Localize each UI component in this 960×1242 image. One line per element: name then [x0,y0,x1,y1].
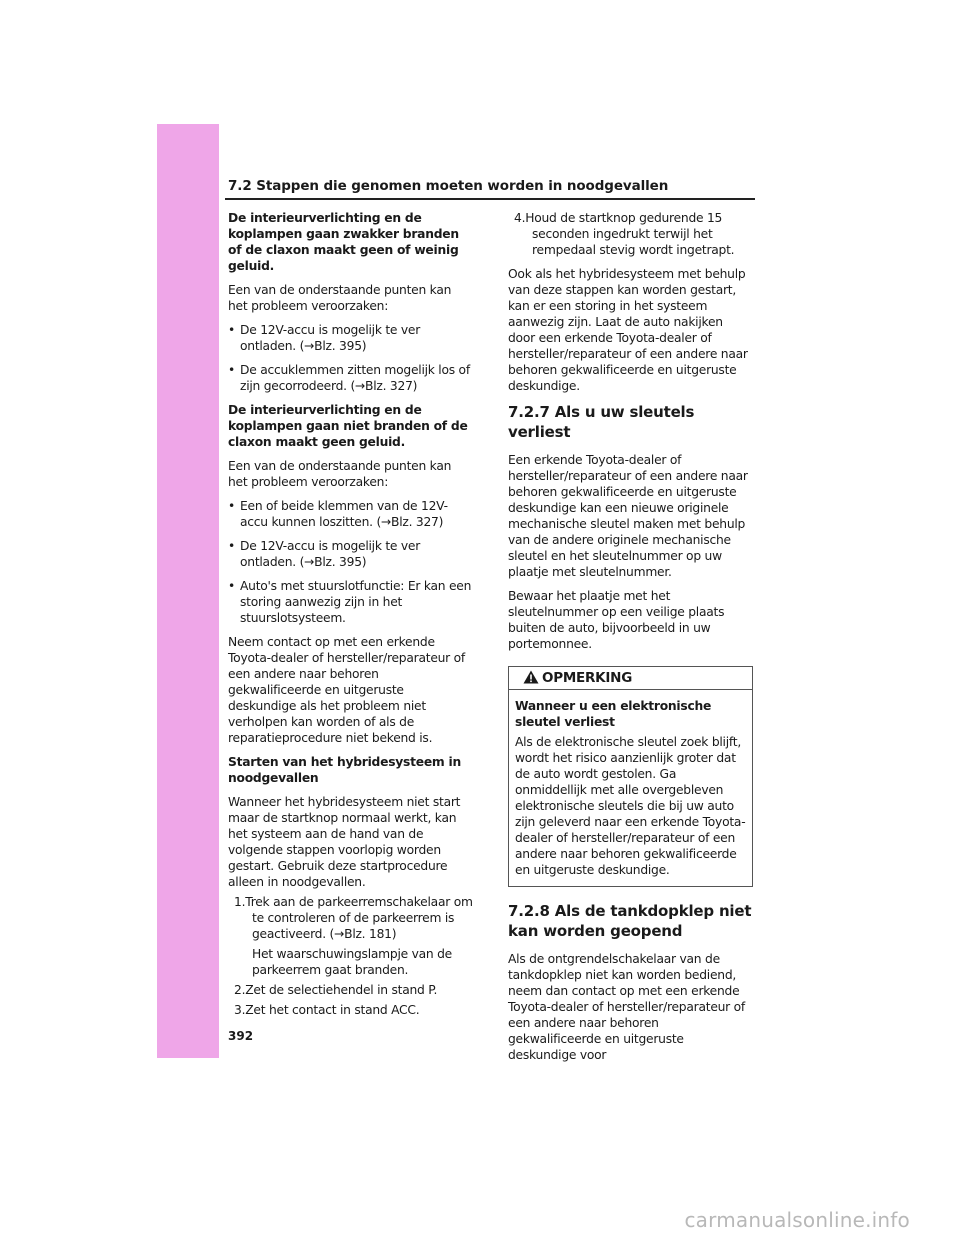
notice-box [508,666,753,887]
paragraph: Bewaar het plaatje met het sleutelnummer op een veilige plaats buiten de auto, bijvoorbeeld in uw portemonnee. [508,589,725,651]
paragraph: Ook als het hybridesysteem met behulp van deze stappen kan worden gestart, kan er een storing in het systeem aanwezig zijn. Laat de auto nakijken door een erkende Toyota-dealer of hersteller/reparateur of een andere naar behoren gekwalificeerde en uitgeruste deskundige. [508,267,748,393]
paragraph: Een van de onderstaande punten kan het probleem veroorzaken: [228,283,452,313]
right-column [508,210,753,1071]
paragraph: Een erkende Toyota-dealer of hersteller/reparateur of een andere naar behoren gekwalificeerde en uitgeruste deskundige kan een nieuwe originele mechanische sleutel maken met behulp van de andere originele mechanische sleutel en het sleutelnummer op uw plaatje met sleutelnummer. [508,453,748,579]
notice-subtitle: Wanneer u een elektronische sleutel verliest [515,699,712,729]
list-item: • De accuklemmen zitten mogelijk los of zijn gecorrodeerd. (→Blz. 327) [228,363,470,393]
section-heading-fuel-door: 7.2.8 Als de tankdopklep niet kan worden geopend [508,902,752,940]
steps-list-continued [508,210,753,258]
page-number: 392 [228,1029,254,1043]
left-column [228,210,473,1022]
heading-emergency-start: Starten van het hybridesysteem in noodgevallen [228,755,461,785]
step-item: 3.Zet het contact in stand ACC. [234,1003,420,1017]
paragraph: Een van de onderstaande punten kan het probleem veroorzaken: [228,459,452,489]
watermark: carmanualsonline.info [684,1208,910,1232]
notice-header [509,667,752,690]
chapter-side-band [157,124,219,1058]
header-rule [225,198,755,200]
step-item: 4.Houd de startknop gedurende 15 seconden ingedrukt terwijl het rempedaal stevig wordt ingetrapt. [514,211,735,257]
page-header-title: 7.2 Stappen die genomen moeten worden in noodgevallen [228,178,669,194]
step-item: 1.Trek aan de parkeerremschakelaar om te controleren of de parkeerrem is geactiveerd. (→Blz. 181) [234,895,473,941]
paragraph: Neem contact op met een erkende Toyota-dealer of hersteller/reparateur of een andere naar behoren gekwalificeerde en uitgeruste deskundige als het probleem niet verholpen kan worden of als de reparatieprocedure niet bekend is. [228,635,465,745]
list-item: • Een of beide klemmen van de 12V-accu kunnen loszitten. (→Blz. 327) [228,499,448,529]
list-item: • De 12V-accu is mogelijk te ver ontladen. (→Blz. 395) [228,323,421,353]
paragraph: Wanneer het hybridesysteem niet start maar de startknop normaal werkt, kan het systeem aan de hand van de volgende stappen voorlopig worden gestart. Gebruik deze startprocedure alleen in noodgevallen. [228,795,461,889]
heading-no-lights: De interieurverlichting en de koplampen gaan niet branden of de claxon maakt geen geluid. [228,403,468,449]
paragraph: Als de ontgrendelschakelaar van de tankdopklep niet kan worden bediend, neem dan contact op met een erkende Toyota-dealer of hersteller/reparateur of een andere naar behoren gekwalificeerde en uitgeruste deskundige voor [508,952,745,1062]
notice-body [509,690,752,886]
section-heading-lost-keys: 7.2.7 Als u uw sleutels verliest [508,403,695,441]
step-item: 2.Zet de selectiehendel in stand P. [234,983,438,997]
heading-dim-lights: De interieurverlichting en de koplampen gaan zwakker branden of de claxon maakt geen of weinig geluid. [228,211,459,273]
list-item: • Auto's met stuurslotfunctie: Er kan een storing aanwezig zijn in het stuurslotsysteem. [228,579,472,625]
step-note: Het waarschuwingslampje van de parkeerrem gaat branden. [252,947,452,977]
steps-list [228,894,473,1018]
notice-text: Als de elektronische sleutel zoek blijft, wordt het risico aanzienlijk groter dat de auto wordt gestolen. Ga onmiddellijk met alle overgebleven elektronische sleutels die bij uw auto zijn geleverd naar een erkende Toyota-dealer of hersteller/reparateur of een andere naar behoren gekwalificeerde en uitgeruste deskundige. [515,735,746,877]
notice-title: OPMERKING [542,670,633,686]
warning-icon [523,670,542,686]
list-item: • De 12V-accu is mogelijk te ver ontladen. (→Blz. 395) [228,539,421,569]
